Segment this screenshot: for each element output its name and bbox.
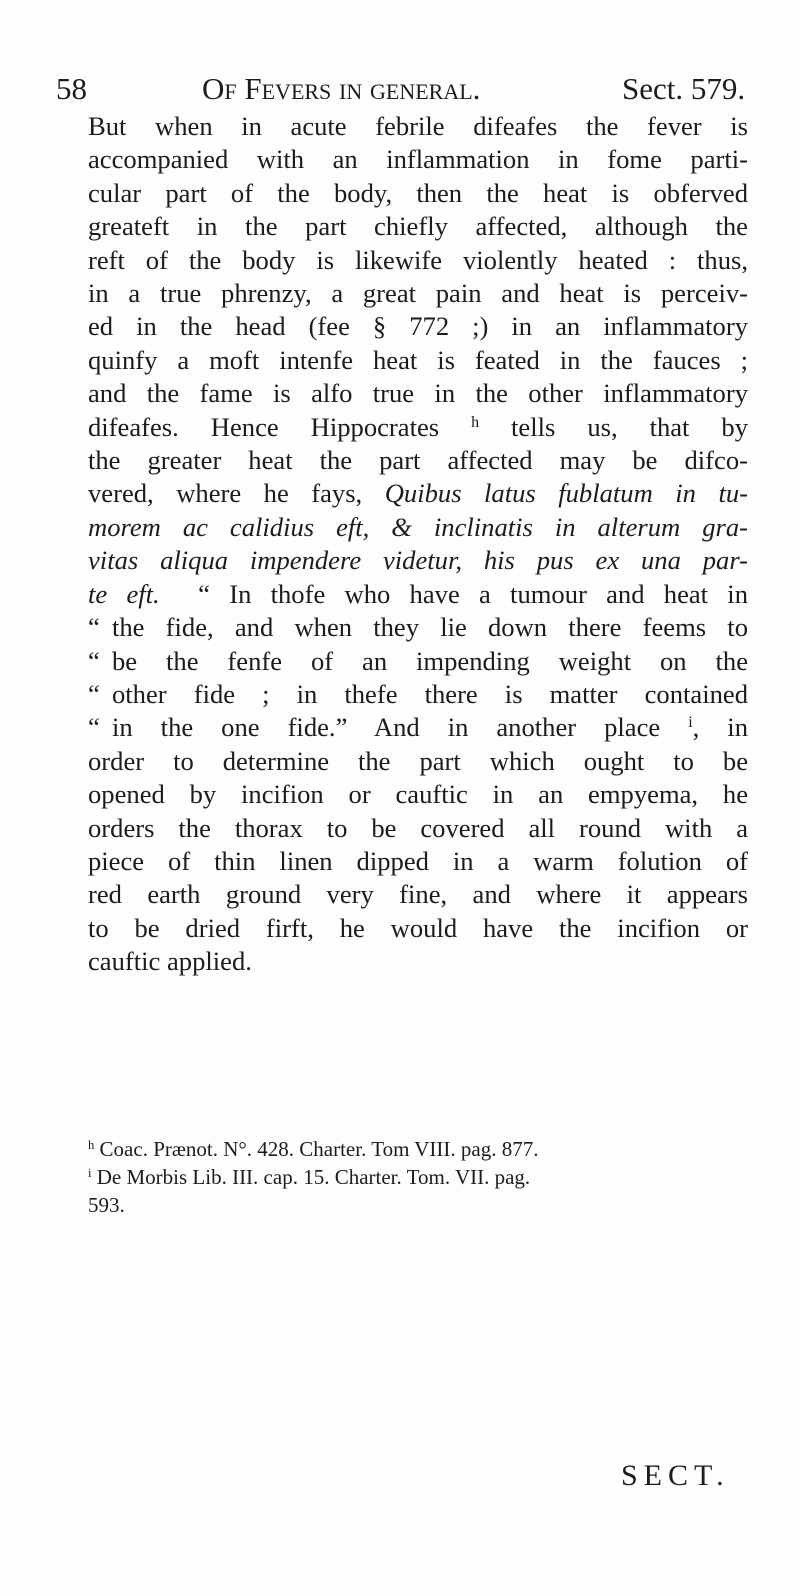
text-line bbox=[88, 544, 748, 577]
latin-quote: te eft. bbox=[88, 578, 160, 609]
text-line: opened by incifion or cauftic in an empyema, he bbox=[88, 779, 748, 810]
text-line: cular part of the body, then the heat is obferved bbox=[88, 177, 748, 208]
text-segment: the fide, and when they lie down there feems to bbox=[112, 612, 748, 643]
text-line: order to determine the part which ought to be bbox=[88, 745, 748, 776]
text-line: accompanied with an inflammation in fome parti- bbox=[88, 144, 748, 175]
text-segment: difeafes. Hence Hippocrates bbox=[88, 411, 440, 442]
latin-quote: Quibus latus fublatum in tu- bbox=[384, 478, 749, 509]
text-line bbox=[88, 511, 748, 544]
text-line: piece of thin linen dipped in a warm folution of bbox=[88, 845, 748, 876]
text-line: red earth ground very fine, and where it appears bbox=[88, 879, 748, 910]
text-line: in a true phrenzy, a great pain and heat is perceiv- bbox=[88, 278, 748, 309]
text-line: But when in acute febrile difeafes the fever is bbox=[88, 111, 748, 141]
text-line: ed in the head (fee § 772 ;) in an inflammatory bbox=[88, 311, 748, 342]
text-line: greateft in the part chiefly affected, although the bbox=[88, 211, 748, 242]
text-segment: be the fenfe of an impending weight on the bbox=[112, 645, 748, 676]
text-line: the greater heat the part affected may be difco- bbox=[88, 445, 748, 476]
footnote-text: Coac. Prænot. N°. 428. Charter. Tom VIII. pag. 877. bbox=[99, 1137, 539, 1161]
text-line bbox=[88, 578, 748, 611]
text-line: reft of the body is likewife violently heated : thus, bbox=[88, 244, 748, 275]
footnote-i bbox=[88, 1163, 748, 1191]
footnote-text: 593. bbox=[88, 1193, 125, 1217]
quote-mark: “ bbox=[88, 645, 100, 676]
quote-mark: “ bbox=[88, 612, 100, 643]
text-line: to be dried firft, he would have the incifion or bbox=[88, 912, 748, 943]
footnote-marker: h bbox=[88, 1138, 95, 1153]
footnote-text: De Morbis Lib. III. cap. 15. Charter. Tom. VII. pag. bbox=[96, 1165, 531, 1189]
footnote-h bbox=[88, 1135, 748, 1163]
quote-mark: “ bbox=[88, 678, 100, 709]
text-segment: , in bbox=[692, 712, 748, 743]
footnote-ref-h: h bbox=[471, 413, 480, 431]
quote-mark: “ bbox=[88, 712, 100, 743]
body-text bbox=[88, 110, 748, 979]
footnote-i-continuation bbox=[88, 1191, 748, 1219]
text-segment: “ In thofe who have a tumour and heat in bbox=[198, 578, 748, 609]
text-line bbox=[88, 411, 748, 444]
text-line bbox=[88, 711, 748, 744]
latin-quote: morem ac calidius eft, & inclinatis in alterum gra- bbox=[88, 511, 748, 542]
text-line bbox=[88, 477, 748, 510]
text-segment: vered, where he fays, bbox=[88, 478, 363, 509]
text-line: orders the thorax to be covered all round with a bbox=[88, 812, 748, 843]
section-number: Sect. 579. bbox=[622, 71, 746, 106]
text-line bbox=[88, 611, 748, 644]
text-segment: tells us, that by bbox=[511, 411, 749, 442]
running-head bbox=[56, 66, 750, 112]
text-segment: in the one fide.” And in another place bbox=[112, 712, 661, 743]
text-line: quinfy a moft intenfe heat is feated in the fauces ; bbox=[88, 344, 748, 375]
text-line bbox=[88, 645, 748, 678]
page-number: 58 bbox=[56, 71, 87, 106]
footnote-ref-i: i bbox=[688, 714, 693, 732]
text-line: and the fame is alfo true in the other inflammatory bbox=[88, 378, 748, 409]
text-line: cauftic applied. bbox=[88, 946, 252, 977]
catchword: SECT. bbox=[621, 1459, 730, 1492]
running-title: Of Fevers in general. bbox=[202, 71, 481, 106]
latin-quote: vitas aliqua impendere videtur, his pus ex una par- bbox=[88, 545, 748, 576]
text-segment: other fide ; in thefe there is matter contained bbox=[112, 678, 748, 709]
footnote-marker: i bbox=[88, 1166, 92, 1181]
text-line bbox=[88, 678, 748, 711]
